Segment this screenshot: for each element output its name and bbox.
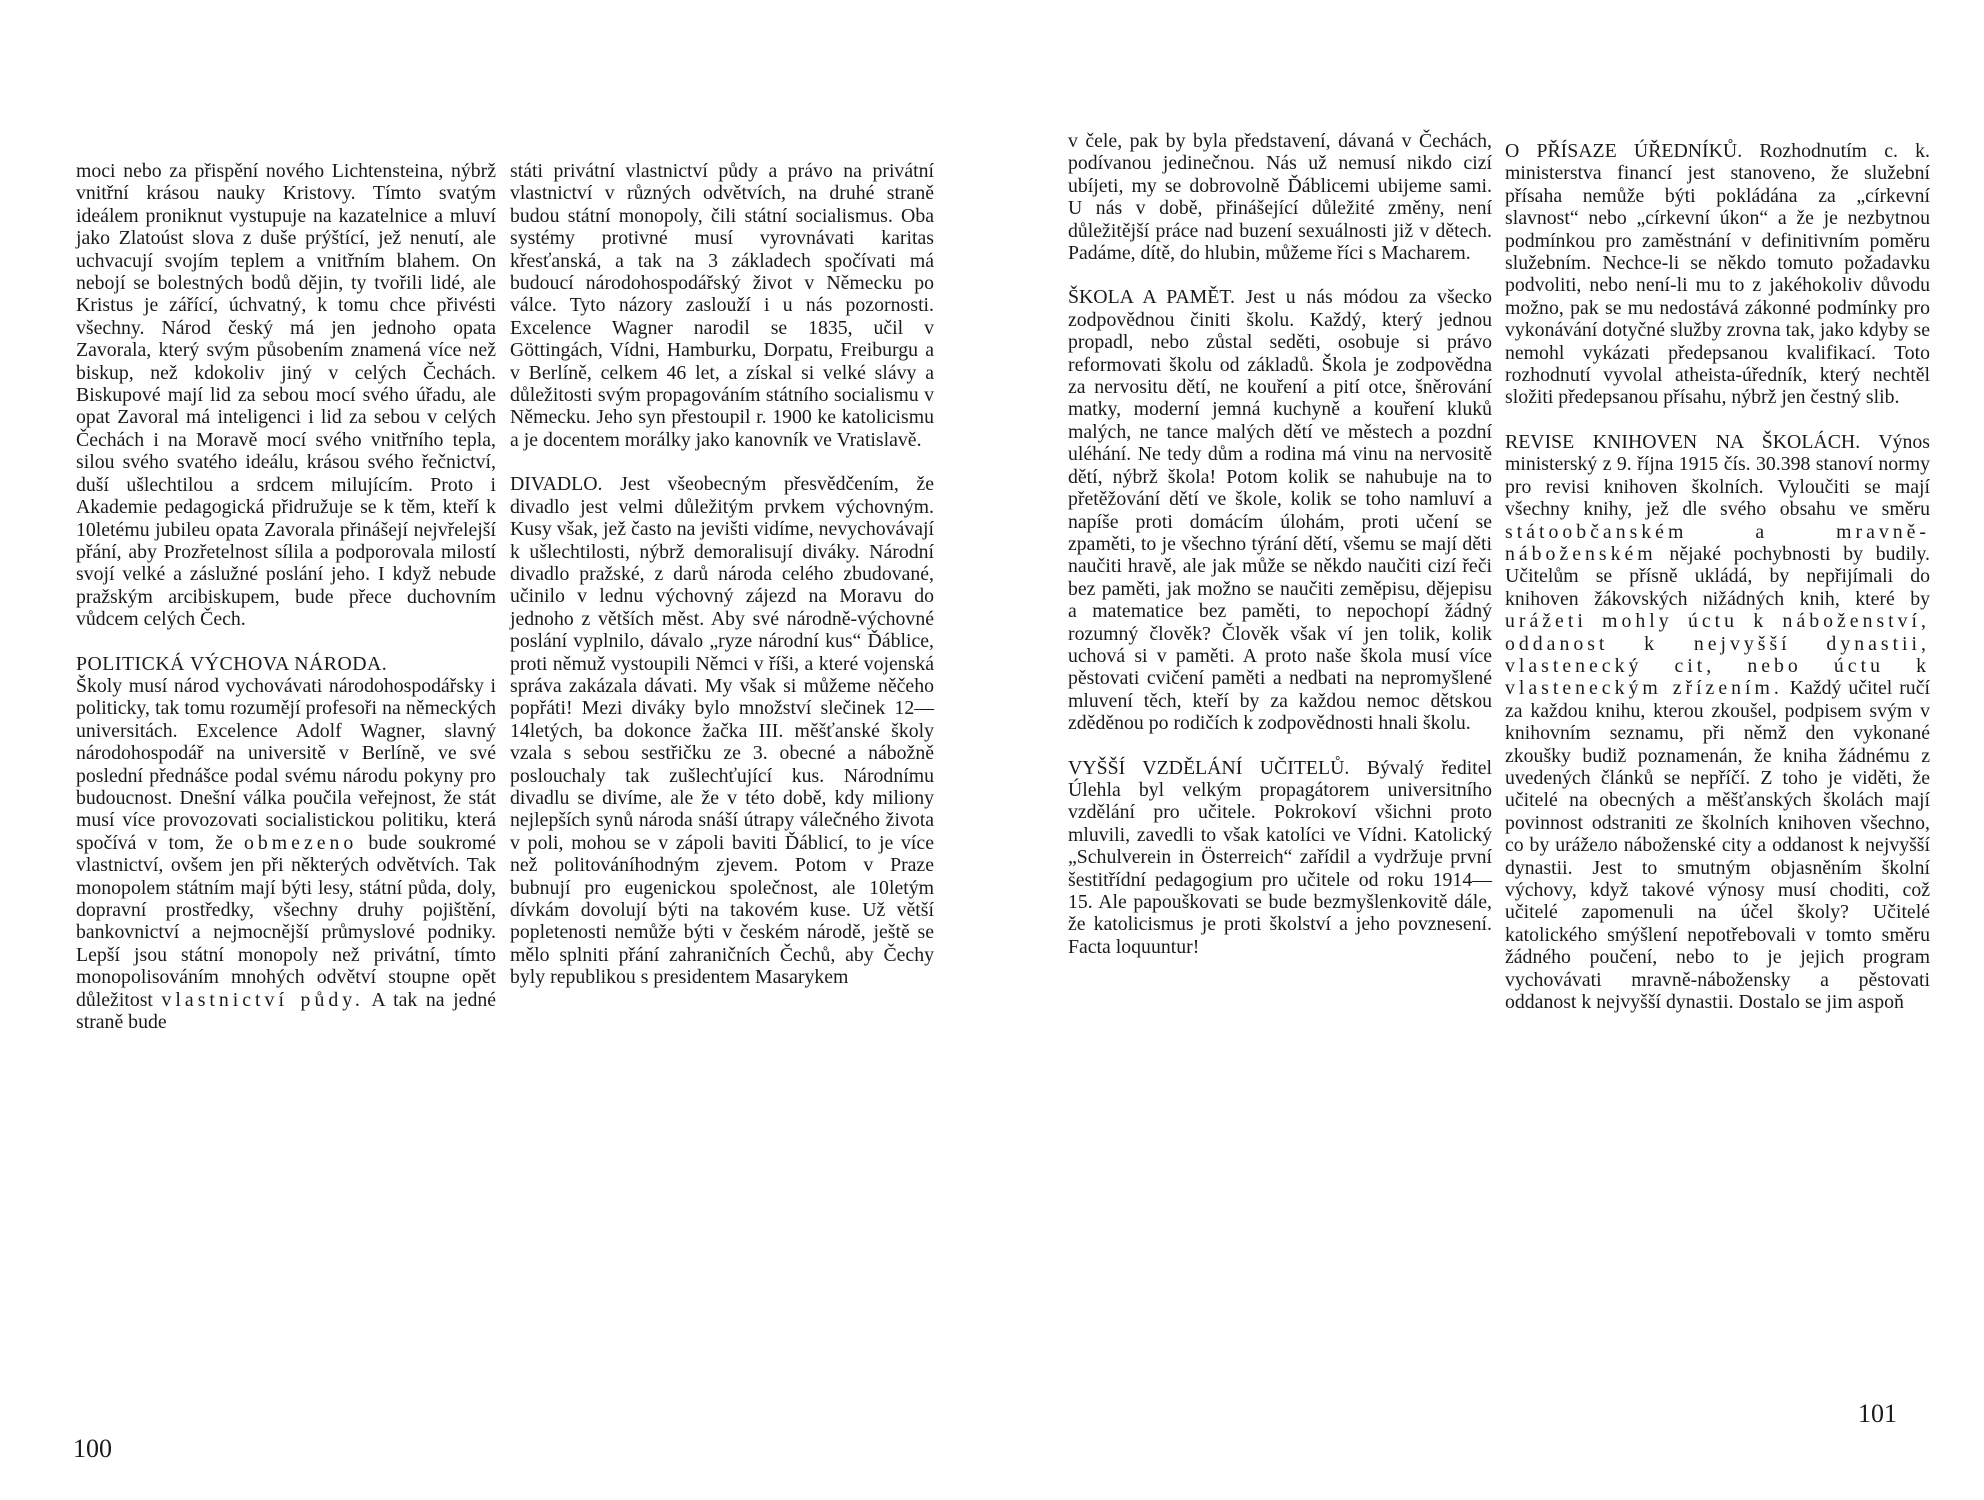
paragraph-divadlo: DIVADLO. Jest všeobecným přesvědčením, že divadlo jest velmi důležitým prvkem výchovným. Kusy však, jež často na jevišti vidíme, nevychovávají k ušlechtilosti, nýbrž demoralisují diváky. Národní divadlo pražské, z darů národa celého zbudované, učinilo v lednu výchovný zájezd na Moravu do jednoho z větších měst. Aby své národně-výchovné poslání vyplnilo, dávalo „ryze národní kus“ Ďáblice, proti němuž vystoupili Němci v říši, a které vojenská správa zakázala dávati. My však si můžeme něčeho popřáti! Mezi diváky bylo množství slečinek 12—14letých, ba dokonce žačka III. měšťanské školy vzala s sebou sestřičku ze 3. obecné a nábožně poslouchaly tak zušlechťující kus. Národnímu divadlu se divíme, ale že v této době, kdy miliony nejlepších synů národa snáší útrapy válečného života v poli, mohou se v zápoli baviti Ďáblicí, to je více než politováníhodným zjevem. Potom v Praze bubnují pro eugenickou společnost, ale 10letým dívkám dovolují býti na takovém kuse. Už větší popletenosti nemůže býti v českém národě, ještě se mělo splniti přání zahraničních Čechů, aby Čechy byly republikou s presidentem Masarykem (510, 473, 934, 989)
paragraph-zavoral: moci nebo za přispění nového Lichtensteina, nýbrž vnitřní krásou nauky Kristovy. Tímto svatým ideálem proniknut vystupuje na kazatelnice a mluví jako Zlatoúst slova z duše prýštící, jež nenutí, ale uchvacují svojím teplem a vnitřním blahem. On nebojí se bolestných bodů dějin, ty tvořili lidé, ale Kristus je zářící, úchvatný, k tomu chce přivésti všechny. Národ český má jen jednoho opata Zavorala, který svým působením znamená více než biskup, než kdokoliv jiný v celých Čechách. Biskupové mají lid za sebou mocí svého úřadu, ale opat Zavoral má inteligenci i lid za sebou v celých Čechách i na Moravě mocí svého vnitřního tepla, silou svého svatého ideálu, krásou svého řečnictví, duší ušlechtilou a srdcem milujícím. Proto i Akademie pedagogická přidružuje se k těm, kteří k 10letému jubileu opata Zavorala přinášejí nejvřelejší přání, aby Prozřetelnost sílila a podporovala milostí svojí velké a záslužné poslání jeho. I když nebude pražským arcibiskupem, bude přece duchovním vůdcem celých Čech. (76, 160, 496, 631)
paragraph-gap (1068, 264, 1492, 286)
page-number-left: 100 (73, 1434, 112, 1463)
text-column-3 (1068, 130, 1492, 958)
text-run: nějaké pochybnosti by budily. Učitelům se přísně ukládá, by nepřijímali do knihoven žákovských nižádných knih, které by (1505, 542, 1930, 610)
paragraph-skola-a-pamet: ŠKOLA A PAMĚT. Jest u nás módou za všecko zodpovědnou činiti školu. Každý, který jednou propadl, nebo zůstal seděti, osobuje si právo reformovati školu od základů. Škola je zodpovědna za nervositu dětí, ne kouření a pití otce, šněrování matky, moderní jemná kuchyně a kouření kluků malých, ne tance malých dětí ve městech a pozdní uléhání. Ne tedy dům a rodina má vinu na nervositě dětí, nýbrž škola! Potom kolik se nahubuje na to přetěžování dětí ve škole, kolik se toho namluví a napíše proti domácím úlohám, proti učení se zpaměti, to je všechno týrání dětí, všemu se mají děti naučiti hravě, ale jak může se někdo naučiti cizí řeči bez paměti, jak možno se naučiti zeměpisu, dějepisu a matematice bez paměti, to nepochopí žádný rozumný člověk? Člověk však ví jen tolik, kolik uchová si v paměti. A proto naše škola musí více pěstovati cvičení paměti a nedbati na nepromyšlené mluvení těch, kteří by za každou nemoc dětskou zděděnou po rodičích k zodpovědnosti hnali školu. (1068, 286, 1492, 735)
text-column-4 (1505, 140, 1930, 1013)
paragraph-gap (76, 631, 496, 653)
section-heading-politicka-vychova: POLITICKÁ VÝCHOVA NÁRODA. (76, 652, 388, 675)
paragraph-dablice-continued: v čele, pak by byla představení, dávaná v Čechách, podívanou jedinečnou. Nás už nemusí nikdo cizí ubíjeti, my se dobrovolně Ďáblicemi ubijeme sami. U nás v době, přinášející důležité změny, není důležitější práce nad buzení sexuálnosti již v dětech. Padáme, dítě, do hlubin, můžeme říci s Macharem. (1068, 130, 1492, 265)
paragraph-politicka-vychova (76, 653, 496, 1034)
text-run: Školy musí národ vychovávati národohospodářsky i politicky, tak tomu rozumějí profesoři na německých universitách. Excelence Adolf Wagner, slavný národohospodář na universitě v Berlíně, ve své poslední přednášce podal svému národu pokyny pro budoucnost. Dnešní válka poučila veřejnost, že stát musí více provozovati socialistickou politiku, která spočívá v tom, že (76, 674, 496, 854)
text-run: Každý učitel ručí za každou knihu, kterou zkoušel, podpisem svým v knihovním seznamu, při němž den vykonané zkoušky budiž poznamenán, že kniha žádnému z uvedených článků se nepříčí. Z toho je viděti, že učitelé na obecných a měšťanských školách mají povinnost odstraniti ze školních knihoven všechno, co by urážело náboženské city a oddanost k nejvyšší dynastii. Jest to smutným objasněním školní výchovy, když takové výnosy musí choditi, což učitelé zapomenuli na účel školy? Učitelé katolického smýšlení nepotřebovali v tomto směru žádného poučení, nebo to je jejich program vychovávati mravně-nábožensky a pěstovati oddanost k nejvyšší dynastii. Dostalo se jim aspoň (1505, 677, 1930, 1014)
paragraph-revise-knihoven (1505, 431, 1930, 1014)
text-column-2 (510, 160, 934, 989)
paragraph-gap (1505, 409, 1930, 431)
paragraph-gap (510, 451, 934, 473)
text-run: REVISE KNIHOVEN NA ŠKOLÁCH. Výnos ministerský z 9. října 1915 čís. 30.398 stanoví normy pro revisi knihoven školních. Vyloučiti se mají všechny knihy, jež dle svého obsahu ve směru (1505, 430, 1930, 521)
paragraph-wagner-continued: státi privátní vlastnictví půdy a právo na privátní vlastnictví v různých odvětvích, na druhé straně budou státní monopoly, čili státní socialismus. Oba systémy protivné musí vyrovnávati karitas křesťanská, a tak na 3 základech spočívati má budoucí národohospodářský život v Německu po válce. Tyto názory zaslouží i u nás pozornosti. Excelence Wagner narodil se 1835, učil v Göttingách, Vídni, Hamburku, Dorpatu, Freiburgu a v Berlíně, celkem 46 let, a získal si velké slávy a důležitosti svým propagováním státního socialismu v Německu. Jeho syn přestoupil r. 1900 ke katolicismu a je docentem morálky jako kanovník ve Vratislavě. (510, 160, 934, 451)
text-run: A tak na jedné straně bude (76, 988, 497, 1034)
emphasis-statoobcanskem: státoobčanském a mravně-náboženském (1505, 520, 1930, 565)
emphasis-urazeti: urážeti mohly úctu k náboženství, oddanost k nejvyšší dynastii, vlastenecký cit, nebo úctu k vlasteneckým zřízením. (1505, 610, 1930, 700)
paragraph-vyssi-vzdelani: VYŠŠÍ VZDĚLÁNÍ UČITELŮ. Bývalý ředitel Úlehla byl velkým propagátorem universitního vzdělání pro učitele. Pokrokoví všichni proto mluvili, zavedli to však katolíci ve Vídni. Katolický „Schulverein in Österreich“ zařídil a vydržuje první šestitřídní pedagogium pro učitele od roku 1914—15. Ale papouškovati se bude bezmyšlenkovitě dále, že katolicismus je proti školství a jeho povznesení. Facta loquuntur! (1068, 756, 1492, 958)
paragraph-gap (1068, 735, 1492, 757)
text-run: bude soukromé vlastnictví, ovšem jen při některých odvětvích. Tak monopolem státním mají býti lesy, státní půda, doly, dopravní prostředky, všechny druhy pojištění, bankovnictví a nejmocnější průmyslové podniky. Lepší jsou státní monopoly než privátní, tímto monopolisováním mnohých odvětví stoupne opět důležitost (76, 831, 496, 1011)
emphasis-vlastnictvi-pudy: vlastnictví půdy. (161, 988, 364, 1011)
paragraph-prisaha-uredniku: O PŘÍSAZE ÚŘEDNÍKŮ. Rozhodnutím c. k. ministerstva financí jest stanoveno, že služební přísaha nemůže býti pokládána za „církevní slavnost“ nebo „církevní úkon“ a že je nezbytnou podmínkou pro zaměstnání v definitivním poměru služebním. Nechce-li se někdo tomuto požadavku podvoliti, nebo není-li mu to z jakéhokoliv důvodu možno, pak se mu nedostává zákonné podmínky pro vykonávání dotyčné služby zrovna tak, jako kdyby se nemohl vykázati předepsanou kvalifikací. Toto rozhodnutí vyvolal atheista-úředník, který nechtěl složiti předepsanou přísahu, nýbrž jen čestný slib. (1505, 140, 1930, 409)
emphasis-obmezeno: obmezeno (244, 831, 358, 854)
page-number-right: 101 (1858, 1399, 1897, 1428)
text-column-1 (76, 160, 496, 1033)
right-page (992, 0, 1984, 1500)
